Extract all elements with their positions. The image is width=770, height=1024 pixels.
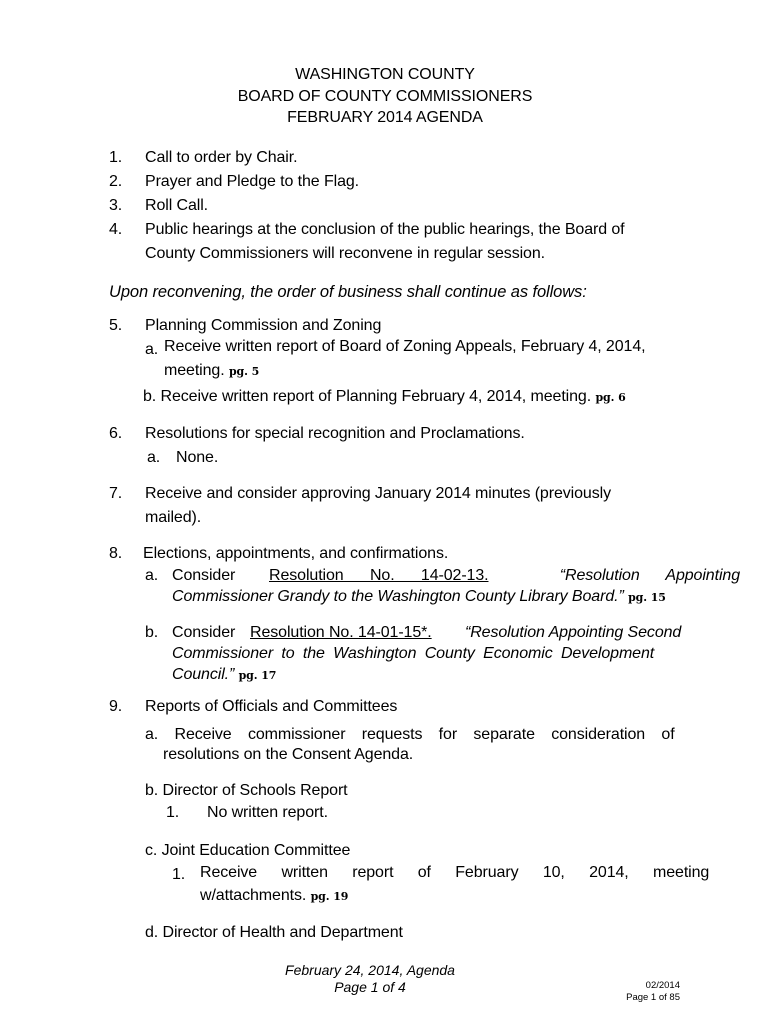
item-6-number: 6. — [109, 425, 123, 442]
item-8b-title-line3 — [172, 665, 276, 686]
item-5-number: 5. — [109, 317, 123, 334]
item-4-number: 4. — [109, 221, 123, 238]
item-8a-title-line2 — [172, 587, 666, 608]
item-1-text: Call to order by Chair. — [145, 149, 298, 166]
item-8b-letter: b. — [145, 624, 159, 641]
item-5a-letter: a. — [145, 341, 159, 358]
item-9-text: Reports of Officials and Committees — [145, 698, 398, 715]
item-9b1-number: 1. — [166, 804, 180, 821]
item-8b-resolution-ref: Resolution No. 14-01-15*. — [250, 624, 432, 641]
item-4-text-line2: County Commissioners will reconvene in regular session. — [145, 245, 546, 262]
item-8b-consider: Consider — [172, 624, 236, 641]
item-2-text: Prayer and Pledge to the Flag. — [145, 173, 360, 190]
item-7-line2: mailed). — [145, 509, 202, 526]
board-title: BOARD OF COUNTY COMMISSIONERS — [237, 88, 533, 105]
item-8b-title-line2: Commissioner to the Washington County Economic Development — [172, 645, 655, 662]
item-9c1-page-ref: pg. 19 — [310, 890, 349, 903]
item-5-text: Planning Commission and Zoning — [145, 317, 382, 334]
footer-packet-date: 02/2014 — [645, 980, 680, 991]
item-3-text: Roll Call. — [145, 197, 209, 214]
footer-agenda-page: Page 1 of 4 — [334, 979, 406, 995]
item-8a-resolution-ref: Resolution No. 14-02-13. — [269, 567, 489, 584]
item-8b-title-line1: “Resolution Appointing Second — [465, 624, 682, 641]
item-5b-text: b. Receive written report of Planning February 4, 2014, meeting. — [143, 388, 592, 405]
item-9c1-number: 1. — [172, 866, 186, 883]
item-8b-page-ref: pg. 17 — [238, 669, 277, 682]
item-8-text: Elections, appointments, and confirmations. — [143, 545, 449, 562]
agenda-title: FEBRUARY 2014 AGENDA — [287, 109, 483, 126]
county-title: WASHINGTON COUNTY — [295, 66, 475, 83]
item-9a-line2: resolutions on the Consent Agenda. — [163, 746, 414, 763]
item-8a-page-ref: pg. 15 — [628, 591, 666, 604]
footer-packet-page: Page 1 of 85 — [626, 992, 680, 1003]
item-8a-letter: a. — [145, 567, 159, 584]
item-9-number: 9. — [109, 698, 123, 715]
item-8-number: 8. — [109, 545, 123, 562]
item-8a-title-text: Commissioner Grandy to the Washington County Library Board.” — [172, 588, 624, 605]
item-3-number: 3. — [109, 197, 123, 214]
item-9c-text: c. Joint Education Committee — [145, 842, 351, 859]
reconvene-note: Upon reconvening, the order of business shall continue as follows: — [109, 283, 587, 301]
item-9c1-text: w/attachments. — [200, 887, 307, 904]
item-5a-page-ref: pg. 5 — [228, 365, 260, 378]
item-5a-line1: Receive written report of Board of Zoning Appeals, February 4, 2014, — [164, 338, 646, 355]
item-6a-text: None. — [176, 449, 219, 466]
item-2-number: 2. — [109, 173, 123, 190]
item-9d-text: d. Director of Health and Department — [145, 924, 403, 941]
item-6a-letter: a. — [147, 449, 161, 466]
footer-agenda-date: February 24, 2014, Agenda — [285, 962, 455, 978]
item-5b-page-ref: pg. 6 — [595, 391, 626, 404]
item-5b-line — [143, 387, 626, 408]
item-9b1-text: No written report. — [207, 804, 328, 821]
item-5a-line2 — [164, 361, 259, 382]
item-9a-line1: a. Receive commissioner requests for separate consideration of — [145, 726, 675, 743]
item-5a-text: meeting. — [164, 362, 225, 379]
item-9c1-line2 — [200, 886, 348, 907]
item-8b-title-text: Council.” — [172, 666, 235, 683]
item-6-text: Resolutions for special recognition and Proclamations. — [145, 425, 525, 442]
item-7-line1: Receive and consider approving January 2014 minutes (previously — [145, 485, 611, 502]
item-4-text-line1: Public hearings at the conclusion of the public hearings, the Board of — [145, 221, 625, 238]
item-9b-text: b. Director of Schools Report — [145, 782, 348, 799]
item-9c1-line1: Receive written report of February 10, 2014, meeting — [200, 864, 710, 881]
item-8a-title-line1: “Resolution Appointing — [559, 567, 740, 584]
item-1-number: 1. — [109, 149, 123, 166]
item-8a-consider: Consider — [172, 567, 236, 584]
item-7-number: 7. — [109, 485, 123, 502]
